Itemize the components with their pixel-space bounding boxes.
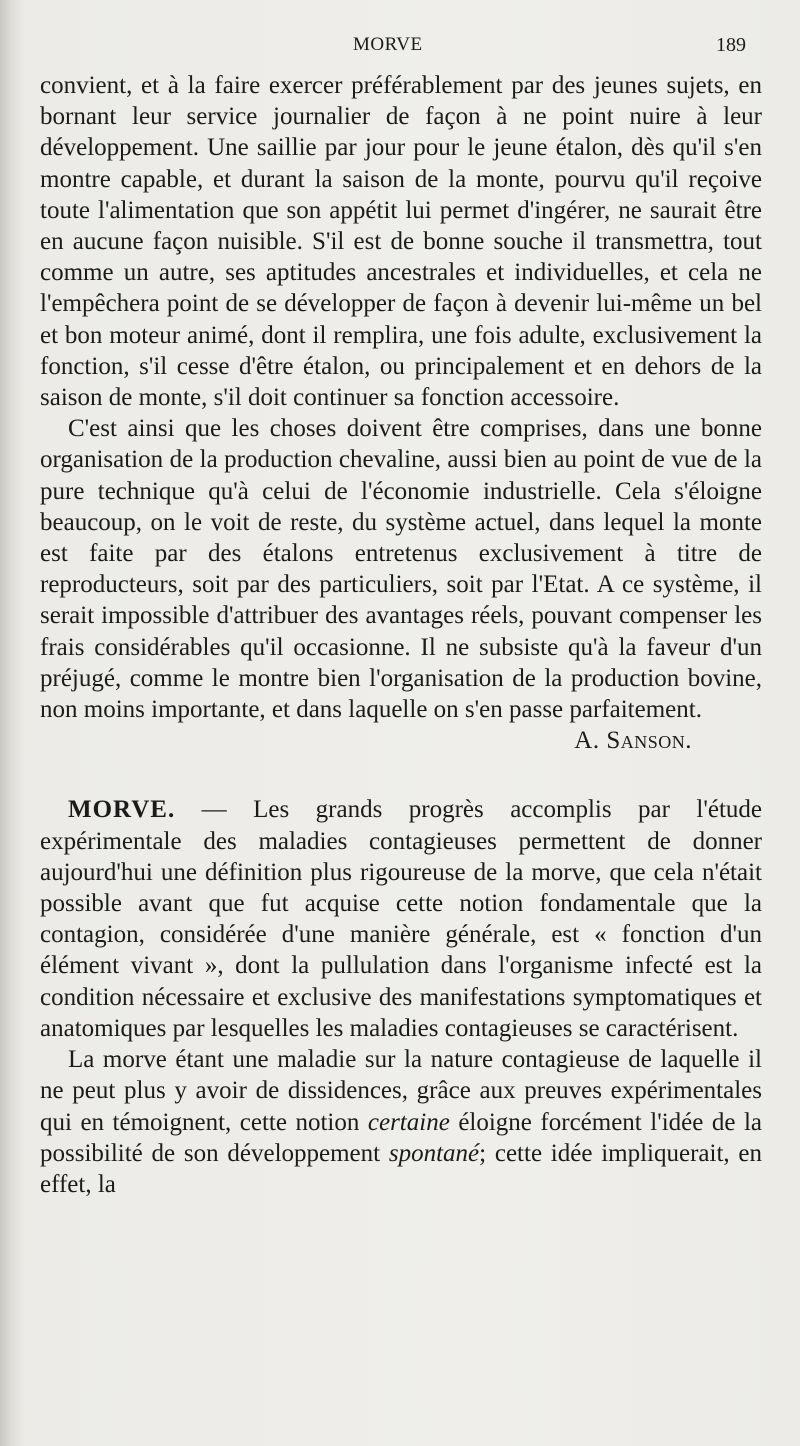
paragraph-organisation: C'est ainsi que les choses doivent être comprises, dans une bonne organisation de la production chevaline, aussi bien au point de vue de la pure technique qu'à celui de l'économie industrielle. Cela s'éloigne beaucoup, on le voit de reste, du système actuel, dans lequel la monte est faite par des étalons entretenus exclusivement à titre de reproducteurs, soit par des particuliers, soit par l'Etat. A ce système, il serait impossible d'attribuer des avantages réels, pouvant compenser les frais considérables qu'il occasionne. Il ne subsiste qu'à la faveur d'un préjugé, comme le montre bien l'organisation de la production bovine, non moins importante, et dans laquelle on s'en passe parfaitement. [40,415,762,724]
text-block [40,70,762,1200]
paragraph-morve-definition [40,794,762,1044]
running-title: MORVE [353,34,423,55]
contagion-text-2: éloigne forcément l'idée de la possibilité de son développement [40,1108,762,1167]
entry-body-text: — Les grands progrès accomplis par l'étude expérimentale des maladies contagieuses permettent de donner aujourd'hui une définition plus rigoureuse de la morve, que cela n'était possible avant que fut acquise cette notion fondamentale que la contagion, considérée d'une manière générale, est « fonction d'un élément vivant », dont la pullulation dans l'organisme infecté est la condition nécessaire et exclusive des manifestations symptomatiques et anatomiques par lesquelles les maladies contagieuses se caractérisent. [40,796,762,1042]
author-signature: A. Sanson. [574,727,692,755]
contagion-text-1: La morve étant une maladie sur la nature contagieuse de laquelle il ne peut plus y avoir de dissidences, grâce aux preuves expérimentales qui en témoignent, cette notion [40,1046,762,1136]
paragraph-contagion [40,1044,762,1200]
italic-certaine: certaine [367,1108,450,1136]
italic-spontane: spontané [388,1139,480,1167]
running-head [0,34,800,62]
page-number: 189 [716,34,746,56]
section-spacer [40,756,762,794]
paragraph-continuation: convient, et à la faire exercer préférablement par des jeunes sujets, en bornant leur service journalier de façon à ne point nuire à leur développement. Une saillie par jour pour le jeune étalon, dès qu'il s'en montre capable, et durant la saison de la monte, pourvu qu'il reçoive toute l'alimentation que son appétit lui permet d'ingérer, ne saurait être en aucune façon nuisible. S'il est de bonne souche il transmettra, tout comme un autre, ses aptitudes ancestrales et individuelles, et cela ne l'empêchera point de se développer de façon à devenir lui-même un bel et bon moteur animé, dont il remplira, une fois adulte, exclusivement la fonction, s'il cesse d'être étalon, ou principalement et en dehors de la saison de monte, s'il doit continuer sa fonction accessoire. [40,72,762,412]
entry-heading: MORVE. [68,796,176,824]
contagion-text-3: ; cette idée impliquerait, en effet, la [40,1139,762,1198]
